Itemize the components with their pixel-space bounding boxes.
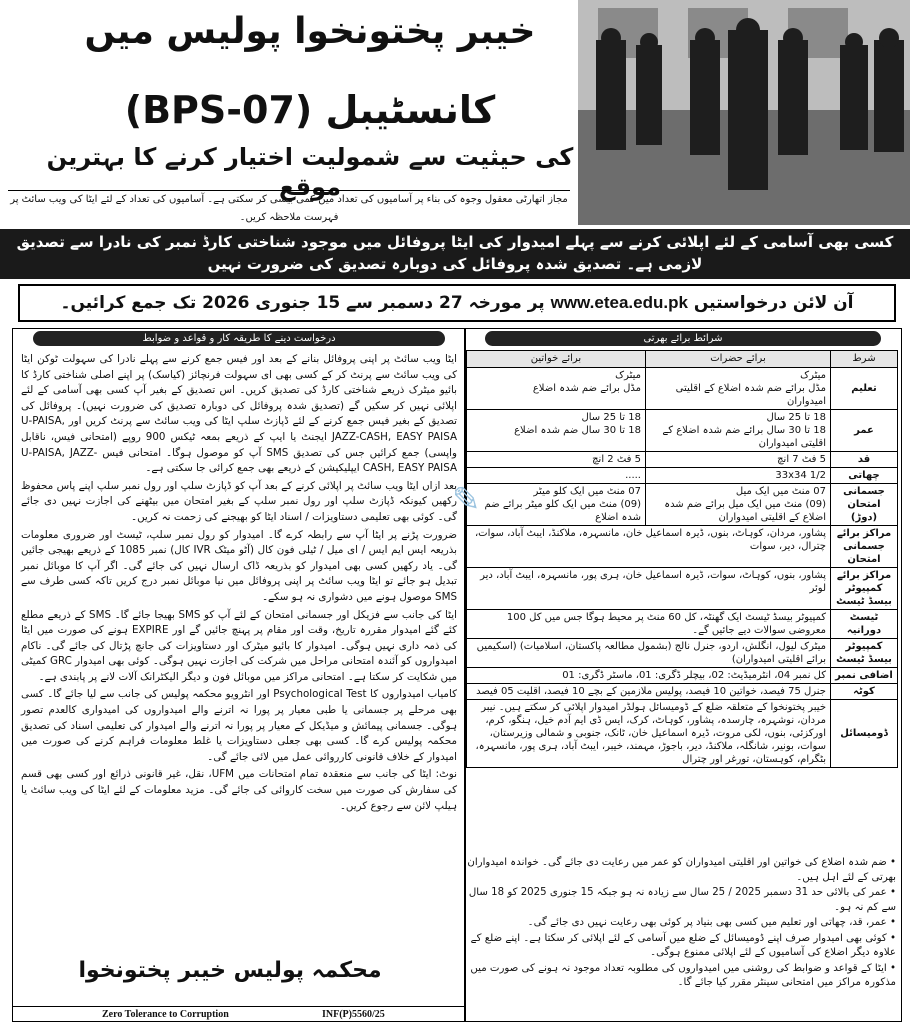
procedure-body — [13, 348, 465, 820]
note-item: • عمر، قد، چھاتی اور تعلیم میں کسی بھی بنیاد پر کوئی بھی رعایت نہیں دی جائے گی۔ — [527, 917, 896, 928]
criterion-value-cell: جنرل 75 فیصد، خواتین 10 فیصد، پولیس ملازمین کے بچے 10 فیصد، اقلیت 05 فیصد — [467, 684, 831, 700]
table-row — [467, 368, 898, 410]
online-apply-prefix: آن لائن درخواستیں — [693, 293, 854, 313]
criterion-cell: مراکز برائے جسمانی امتحان — [831, 526, 898, 568]
procedure-paragraph: ایٹا ویب سائٹ پر اپنی پروفائل بنانے کے بعد اور فیس جمع کرنے سے پہلے نادرا کی سہولت ٹوکن ایٹا کی ویب سائٹ سے پرنٹ کر کے کسی بھی ای سہولت فرنچائز (کیاسک) پر اپنے اصلی شناختی کارڈ کا بائیو میٹرک ذریعے شناختی کارڈ کی تصدیق کریں۔ اس تصدیق کے بغیر آپ کسی بھی آسامی کے لئے اپلائی نہیں کر سکیں گے (تصدیق شدہ پروفائل کی دوبارہ تصدیق کی ضرورت نہیں)۔ پروفائل کی تصدیق کے بغیر فیس جمع کرنے کے لئے ڈپازٹ سلپ ایٹا کی ویب سائٹ سے پرنٹ کریں اور U-PAISA, JAZZ-CASH, EASY PAISA ایجنٹ یا ایپ کے ذریعے بمعہ ٹیکس 900 روپے (امتحانی فیس، ناقابل واپسی) جمع کرائیں جس کی تصدیق SMS آپ کو موصول ہوگا۔ امتحانی فیس U-PAISA, JAZZ-CASH, EASY PAISA ایپلیکیشن کے ذریعے بھی جمع کرائی جا سکتی ہے۔ — [21, 353, 458, 475]
table-row — [467, 684, 898, 700]
table-row — [467, 639, 898, 668]
criterion-cell: عمر — [831, 410, 898, 452]
criterion-cell: قد — [831, 452, 898, 468]
women-value-cell: 18 تا 25 سال 18 تا 30 سال ضم شدہ اضلاع — [467, 410, 646, 452]
women-value-cell: 5 فٹ 2 انچ — [467, 452, 646, 468]
table-row — [467, 484, 898, 526]
criterion-cell: چھاتی — [831, 468, 898, 484]
etea-watermark-icon: ✎ — [452, 480, 481, 520]
table-row — [467, 526, 898, 568]
criterion-value-cell: کل نمبر 04، انٹرمیڈیٹ: 02، بیچلر ڈگری: 01، ماسٹر ڈگری: 01 — [467, 668, 831, 684]
col-header-men: برائے حضرات — [646, 351, 831, 368]
col-header-women: برائے خواتین — [467, 351, 646, 368]
procedure-paragraph: نوٹ: ایٹا کی جانب سے منعقدہ تمام امتحانات میں UFM، نقل، غیر قانونی ذرائع اور کسی بھی قسم کی سفارش کی صورت میں سخت کاروائی کی جائے گی۔ مزید معلومات کے لئے ایٹا کی ویب سائٹ یا ہیلپ لائن سے رجوع کریں۔ — [21, 768, 457, 812]
header-banner — [0, 0, 910, 228]
criterion-value-cell: پشاور، مردان، کوہاٹ، بنوں، ڈیرہ اسماعیل خان، مانسہرہ، ملاکنڈ، ایبٹ آباد، سوات، چترال، دیر، سوات — [467, 526, 831, 568]
men-value-cell: 5 فٹ 7 انچ — [646, 452, 831, 468]
eligibility-title: شرائط برائے بھرتی — [485, 331, 881, 346]
note-item: • ایٹا کے قواعد و ضوابط کی روشنی میں امیدواروں کی مطلوبہ تعداد موجود نہ ہونے کی صورت میں مذکورہ مراکز میں امتحانی سینٹر مقرر کیا جائے گا۔ — [470, 962, 896, 988]
table-row — [467, 610, 898, 639]
department-signature: محکمہ پولیس خیبر پختونخوا — [78, 958, 382, 983]
table-row — [467, 568, 898, 610]
criterion-value-cell: میٹرک لیول، انگلش، اردو، جنرل نالج (بشمول مطالعہ پاکستان، اسلامیات) (اسکیمیں برائے اقلیتی امیدواران) — [467, 639, 831, 668]
etea-website-link[interactable]: www.etea.edu.pk — [550, 293, 688, 312]
online-apply-banner — [18, 284, 896, 322]
women-value-cell: 07 منٹ میں ایک کلو میٹر (09) منٹ میں ایک کلو میٹر برائے ضم شدہ اضلاع — [467, 484, 646, 526]
footer-strip — [12, 1006, 464, 1022]
criterion-value-cell: کمپیوٹر بیسڈ ٹیسٹ ایک گھنٹہ، کل 60 منٹ پر محیط ہوگا جس میں کل 100 معروضی سوالات دیے جائیں گے۔ — [467, 610, 831, 639]
nadra-verification-notice: کسی بھی آسامی کے لئے اپلائی کرنے سے پہلے امیدوار کی ایٹا پروفائل میں موجود شناختی کارڈ نمبر کی نادرا سے تصدیق لازمی ہے۔ تصدیق شدہ پروفائل کی دوبارہ تصدیق کی ضرورت نہیں — [0, 229, 910, 279]
criterion-cell: کوٹہ — [831, 684, 898, 700]
advert-reference: INF(P)5560/25 — [322, 1009, 385, 1020]
note-item: • کوئی بھی امیدوار صرف اپنے ڈومیسائل کے ضلع میں آسامی کے لئے اپلائی کر سکتا ہے۔ اپنے ضلع کے علاوہ دیگر اضلاع کی آسامیوں کے لئے اپلائی ممنوع ہوگی۔ — [470, 932, 896, 958]
criterion-cell: تعلیم — [831, 368, 898, 410]
eligibility-table — [466, 350, 898, 768]
application-procedure-panel — [12, 328, 466, 1022]
criterion-value-cell: خیبر پختونخوا کے متعلقہ ضلع کے ڈومیسائل ہولڈر امیدوار اپلائی کر سکتے ہیں۔ نیبر مردان، نوشہرہ، چارسدہ، پشاور، کوہاٹ، کرک، ایس ڈی ایم آدم خیل، ہنگو، کرم، اورکزئی، بنوں، لکی مروت، ڈیرہ اسماعیل خان، ٹانک، جنوبی و شمالی وزیرستان، سوات، بونیر، شانگلہ، ملاکنڈ، دیر، باجوڑ، مہمند، خیبر، ایبٹ آباد، ہری پور، مانسہرہ، بٹگرام، کوہستان، تورغر اور چترال — [467, 700, 831, 768]
note-item: • ضم شدہ اضلاع کی خواتین اور اقلیتی امیدواران کو عمر میں رعایت دی جائے گی۔ خواندہ امیدواران بھرتی کے لئے اہل ہیں۔ — [467, 857, 896, 883]
criterion-cell: اضافی نمبر — [831, 668, 898, 684]
table-row — [467, 410, 898, 452]
procedure-paragraph: بعد ازاں ایٹا ویب سائٹ پر اپلائی کرنے کے بعد آپ کو ڈپازٹ سلپ اور رول نمبر سلپ اپنے پاس محفوظ رکھیں کیونکہ ڈپازٹ سلپ اور رول نمبر سلپ کے بغیر امتحان میں بیٹھنے کی اجازت نہیں دی جائے گی۔ کوئی بھی تعلیمی دستاویزات / اسناد ایٹا کو بھیجنے کی زحمت نہ کریں۔ — [21, 479, 457, 523]
authority-ribbon: مجاز اتھارٹی معقول وجوہ کی بناء پر آسامیوں کی تعداد میں کمی بیشی کر سکتی ہے۔ آسامیوں کی تعداد کے لئے ایٹا کی ویب سائٹ پر فہرست ملاحظہ کریں۔ — [8, 190, 570, 209]
criterion-cell: ٹیسٹ دورانیہ — [831, 610, 898, 639]
table-row — [467, 452, 898, 468]
procedure-paragraph: کامیاب امیدواروں کا Psychological Test اور انٹرویو محکمہ پولیس کی جانب سے لیا جائے گا۔ کسی بھی مرحلے پر جسمانی یا طبی معیار پر پورا نہ اترنے والے امیدواروں کی امیدواری کالعدم تصور ہوگی۔ جسمانی پیمائش و میڈیکل کے معیار پر پورا نہ اترنے والے امیدوار کی تعلیمی اسناد کی تصدیق محکمہ پولیس کرے گا۔ کسی بھی جعلی دستاویزات یا غلط معلومات فراہم کرنے کی صورت میں امیدوار کے خلاف قانونی کارروائی عمل میں لائی جائے گی۔ — [21, 688, 457, 763]
col-header-criterion: شرط — [831, 351, 898, 368]
criterion-cell: جسمانی امتحان (دوڑ) — [831, 484, 898, 526]
anti-corruption-motto: Zero Tolerance to Corruption — [102, 1009, 229, 1020]
men-value-cell: 07 منٹ میں ایک میل (09) منٹ میں ایک میل برائے ضم شدہ اضلاع کے اقلیتی امیدواران — [646, 484, 831, 526]
table-row — [467, 700, 898, 768]
headline-line-1: خیبر پختونخوا پولیس میں — [84, 11, 536, 52]
criterion-value-cell: پشاور، بنوں، کوہاٹ، سوات، ڈیرہ اسماعیل خان، ہری پور، مانسہرہ، ایبٹ آباد، دیر لوئر — [467, 568, 831, 610]
table-row — [467, 468, 898, 484]
online-apply-dates: پر مورخہ 27 دسمبر سے 15 جنوری 2026 تک جمع کرائیں۔ — [60, 293, 545, 313]
table-row — [467, 668, 898, 684]
procedure-paragraph: ضرورت پڑنے پر ایٹا آپ سے رابطہ کرے گا۔ امیدوار کو رول نمبر سلپ، ٹیسٹ اور ضروری معلومات بذریعہ ایس ایم ایس / ای میل / ٹیلی فون کال (آٹو میٹک IVR کال) نمبر 1085 کے ذریعے بھیجی جائیں گی۔ یاد رکھیں کسی بھی امیدوار کو بذریعہ ڈاک ارسال نہیں کی جائے گی۔ اگر آپ کا موبائل نمبر تبدیل ہو جائے تو ایٹا ویب سائٹ پر اپنی پروفائل میں نیا موبائل نمبر درج کریں تاکہ کسی طرف سے SMS موصول ہونے میں دشواری نہ ہو سکے۔ — [21, 528, 457, 603]
criterion-cell: مراکز برائے کمپیوٹر بیسڈ ٹیسٹ — [831, 568, 898, 610]
men-value-cell: 18 تا 25 سال 18 تا 30 سال برائے ضم شدہ اضلاع کے اقلیتی امیدواران — [646, 410, 831, 452]
procedure-title: درخواست دینے کا طریقہ کار و قواعد و ضوابط — [33, 331, 445, 346]
headline-post-title: کانسٹیبل (BPS-07) — [124, 88, 496, 132]
criterion-cell: کمپیوٹر بیسڈ ٹیسٹ — [831, 639, 898, 668]
criterion-cell: ڈومیسائل — [831, 700, 898, 768]
eligibility-notes — [466, 856, 896, 992]
men-value-cell: میٹرک مڈل برائے ضم شدہ اضلاع کے اقلیتی امیدواران — [646, 368, 831, 410]
women-value-cell: میٹرک مڈل برائے ضم شدہ اضلاع — [467, 368, 646, 410]
note-item: • عمر کی بالائی حد 31 دسمبر 2025 / 25 سال سے زیادہ نہ ہو جبکہ 15 جنوری 2025 کو 18 سال سے کم نہ ہو۔ — [468, 887, 896, 913]
police-parade-photo — [578, 0, 910, 225]
table-header-row — [467, 351, 898, 368]
procedure-paragraph: ایٹا کی جانب سے فزیکل اور جسمانی امتحان کے لئے آپ کو SMS بھیجا جائے گا۔ SMS کے ذریعے مطلع کئے گئے امیدوار مقررہ تاریخ، وقت اور مقام پر پہنچ جائیں گے اور EXPIRE ہونے کی صورت میں ایٹا کی ذمہ داری نہیں ہوگی۔ امیدوار کا بائیو میٹرک اور دستاویزات کی جانچ پڑتال کی جائے گی۔ ناکام امیدواروں کو آئندہ امتحانی مراحل میں شرکت کی اجازت نہیں ہوگی۔ کوئی بھی امیدوار GRC کمیٹی میں شکایت کر سکتا ہے۔ امتحانی مراکز میں موبائل فون و دیگر الیکٹرانک آلات لانے پر پابندی ہے۔ — [21, 608, 458, 683]
men-value-cell: 33x34 1/2 — [646, 468, 831, 484]
women-value-cell: ..... — [467, 468, 646, 484]
headline-subtitle: کی حیثیت سے شمولیت اختیار کرنے کا بہترین موقع — [46, 143, 574, 201]
